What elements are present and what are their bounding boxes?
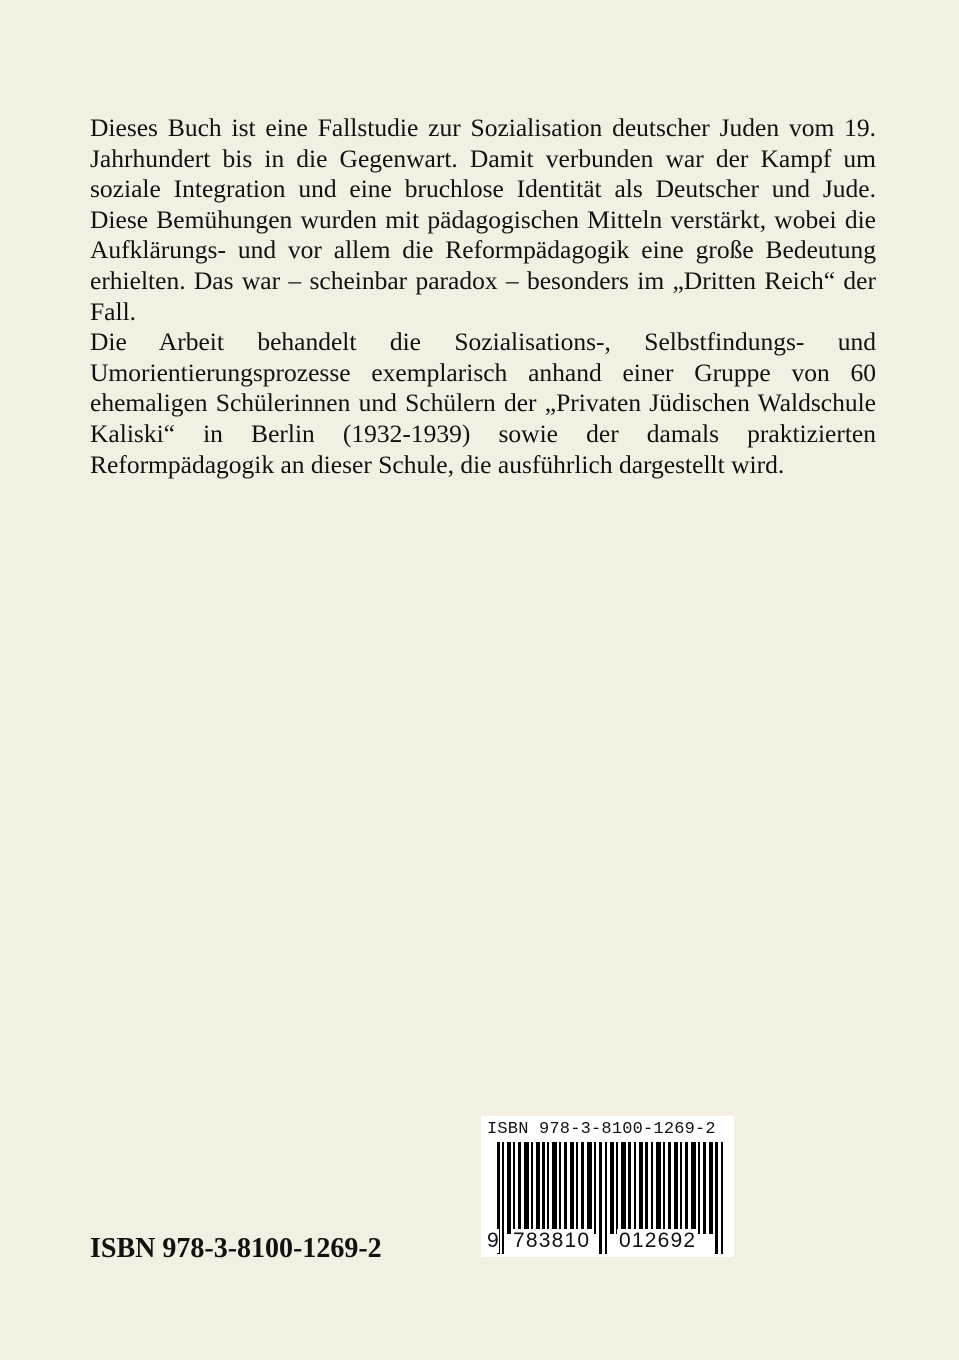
barcode-digit-first: 9 — [487, 1229, 499, 1252]
blurb-text — [90, 113, 876, 480]
blurb-paragraph-1: Dieses Buch ist eine Fallstudie zur Sozialisation deutscher Juden vom 19. Jahrhundert bis in die Gegenwart. Damit verbunden war der Kampf um soziale Integration und eine bruchlose Identität als Deutscher und Jude. Diese Bemühungen wurden mit pädagogischen Mitteln verstärkt, wobei die Aufklärungs- und vor allem die Reformpädagogik eine große Bedeutung erhielten. Das war – scheinbar paradox – besonders im „Dritten Reich“ der Fall. — [90, 113, 876, 326]
barcode — [481, 1116, 734, 1257]
blurb-paragraph-2: Die Arbeit behandelt die Sozialisations-, Selbstfindungs- und Umorientierungsprozesse exemplarisch anhand einer Gruppe von 60 ehemaligen Schülerinnen und Schülern der „Privaten Jüdischen Waldschule Kaliski“ in Berlin (1932-1939) sowie der damals praktizierten Reformpädagogik an dieser Schule, die ausführlich dargestellt wird. — [90, 327, 876, 479]
barcode-isbn-text: ISBN 978-3-8100-1269-2 — [487, 1120, 716, 1139]
barcode-digits-right: 012692 — [619, 1229, 697, 1252]
isbn-label: ISBN 978-3-8100-1269-2 — [90, 1233, 382, 1264]
barcode-digits — [487, 1229, 731, 1253]
barcode-digits-left: 783810 — [513, 1229, 591, 1252]
